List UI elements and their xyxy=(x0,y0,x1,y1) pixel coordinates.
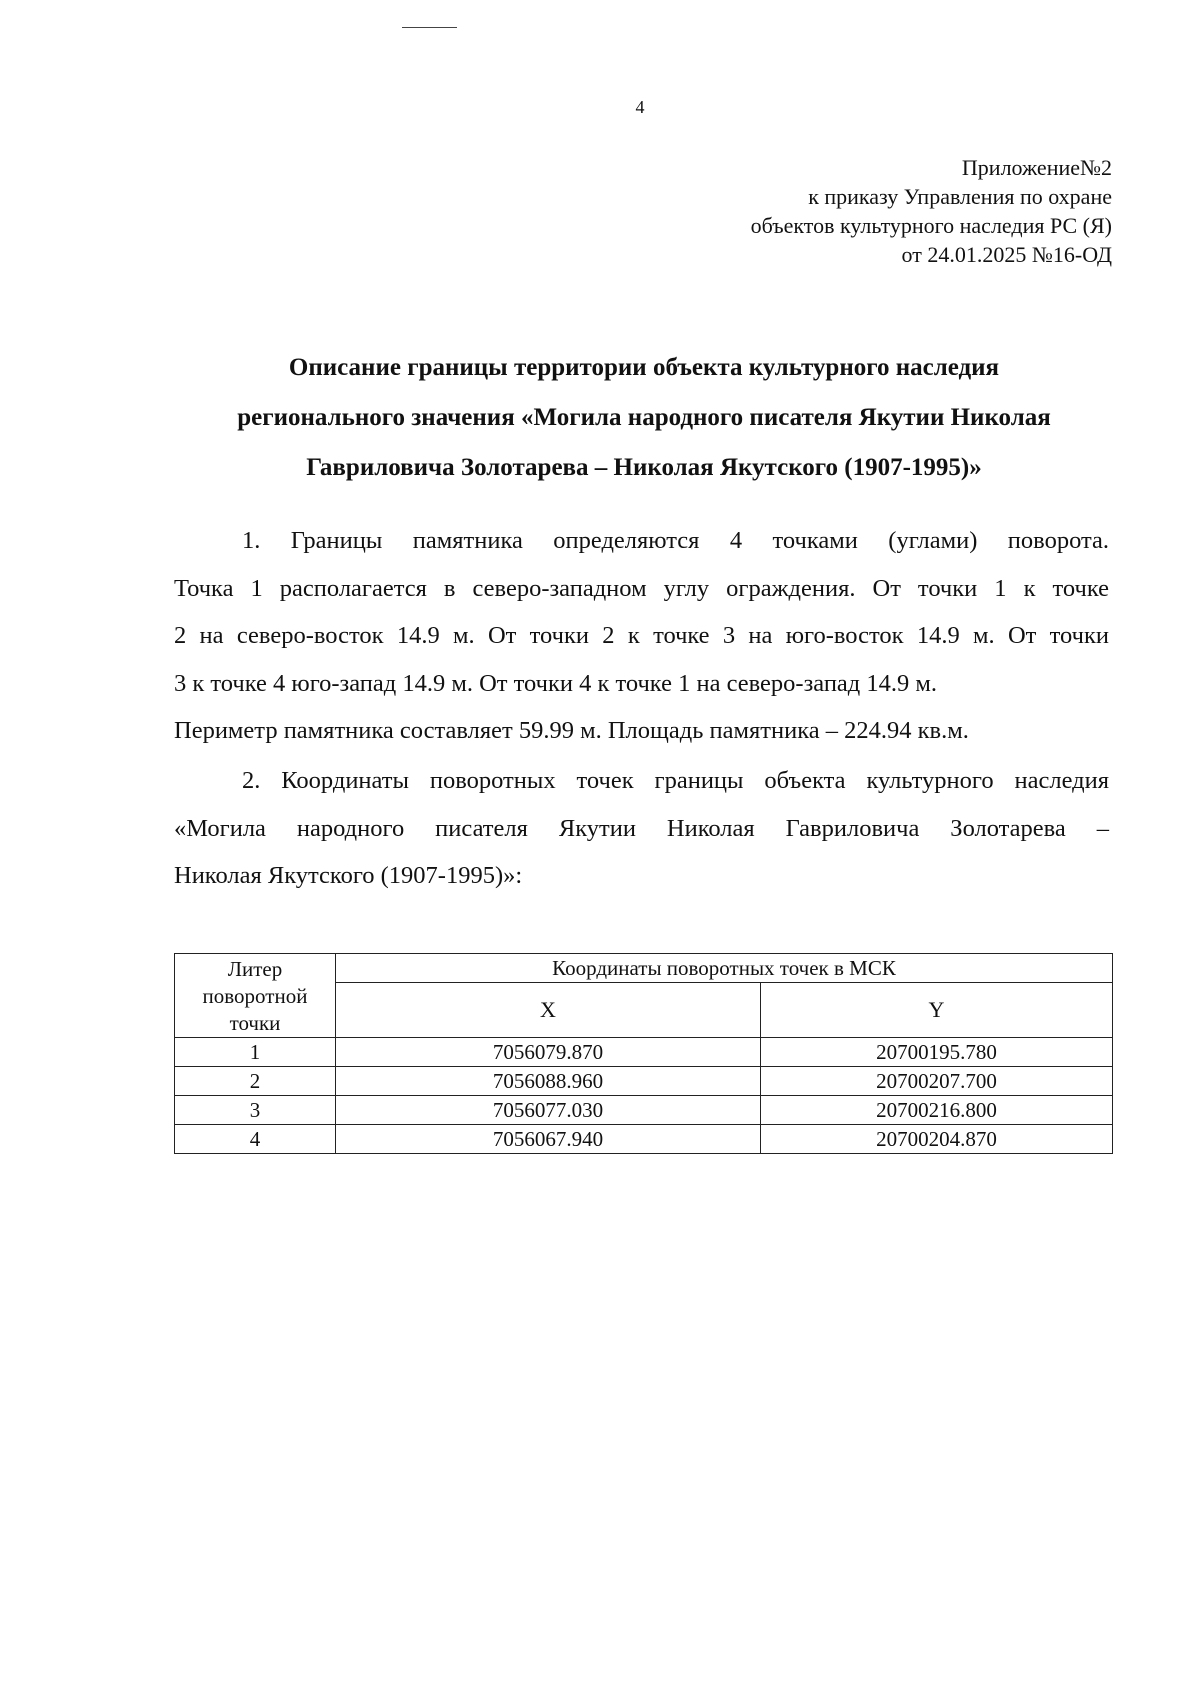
cell-y: 20700207.700 xyxy=(761,1067,1113,1096)
paragraph-line: Периметр памятника составляет 59.99 м. Площадь памятника – 224.94 кв.м. xyxy=(174,717,969,744)
header-liter-word: поворотной xyxy=(202,984,308,1008)
table-row xyxy=(175,1067,1113,1096)
paragraph-line: 2 на северо-восток 14.9 м. От точки 2 к точке 3 на юго-восток 14.9 м. От точки xyxy=(174,622,1109,649)
header-liter xyxy=(175,954,336,1038)
cell-y: 20700195.780 xyxy=(761,1038,1113,1067)
cell-liter: 4 xyxy=(175,1125,336,1154)
cell-x: 7056079.870 xyxy=(336,1038,761,1067)
header-coordinates-group: Координаты поворотных точек в МСК xyxy=(336,954,1113,983)
header-liter-word: точки xyxy=(229,1011,281,1035)
header-liter-word: Литер xyxy=(227,957,283,981)
header-y: Y xyxy=(761,983,1113,1038)
table-row xyxy=(175,1038,1113,1067)
title-line: Описание границы территории объекта культурного наследия xyxy=(288,354,1000,381)
document-title xyxy=(174,343,1114,493)
paragraph-line: 2. Координаты поворотных точек границы объекта культурного наследия xyxy=(242,767,1109,794)
header-x: X xyxy=(336,983,761,1038)
cell-x: 7056067.940 xyxy=(336,1125,761,1154)
cell-y: 20700216.800 xyxy=(761,1096,1113,1125)
cell-liter: 3 xyxy=(175,1096,336,1125)
coordinates-table xyxy=(174,953,1113,1154)
title-line: Гавриловича Золотарева – Николая Якутского (1907-1995)» xyxy=(306,454,982,481)
appendix-line: Приложение№2 xyxy=(961,155,1112,180)
table-row xyxy=(175,1125,1113,1154)
cell-x: 7056077.030 xyxy=(336,1096,761,1125)
cell-liter: 2 xyxy=(175,1067,336,1096)
paragraph-line: «Могила народного писателя Якутии Николая Гавриловича Золотарева – xyxy=(174,814,1109,842)
appendix-line: к приказу Управления по охране xyxy=(808,184,1112,209)
title-line: регионального значения «Могила народного писателя Якутии Николая xyxy=(237,404,1051,431)
appendix-line: от 24.01.2025 №16-ОД xyxy=(901,242,1112,267)
page-number: 4 xyxy=(635,97,645,117)
cell-liter: 1 xyxy=(175,1038,336,1067)
paragraph-line: 3 к точке 4 юго-запад 14.9 м. От точки 4 к точке 1 на северо-запад 14.9 м. xyxy=(174,669,938,697)
appendix-reference xyxy=(751,153,1112,269)
paragraph-line: Точка 1 располагается в северо-западном углу ограждения. От точки 1 к точке xyxy=(174,574,1109,602)
appendix-line: объектов культурного наследия РС (Я) xyxy=(750,213,1112,238)
cell-x: 7056088.960 xyxy=(336,1067,761,1096)
cell-y: 20700204.870 xyxy=(761,1125,1113,1154)
table-row xyxy=(175,1096,1113,1125)
paragraph-boundaries xyxy=(174,517,1109,755)
paragraph-line: 1. Границы памятника определяются 4 точками (углами) поворота. xyxy=(242,527,1109,554)
top-rule xyxy=(402,27,457,28)
paragraph-coordinates xyxy=(174,757,1109,900)
paragraph-line: Николая Якутского (1907-1995)»: xyxy=(174,862,523,889)
